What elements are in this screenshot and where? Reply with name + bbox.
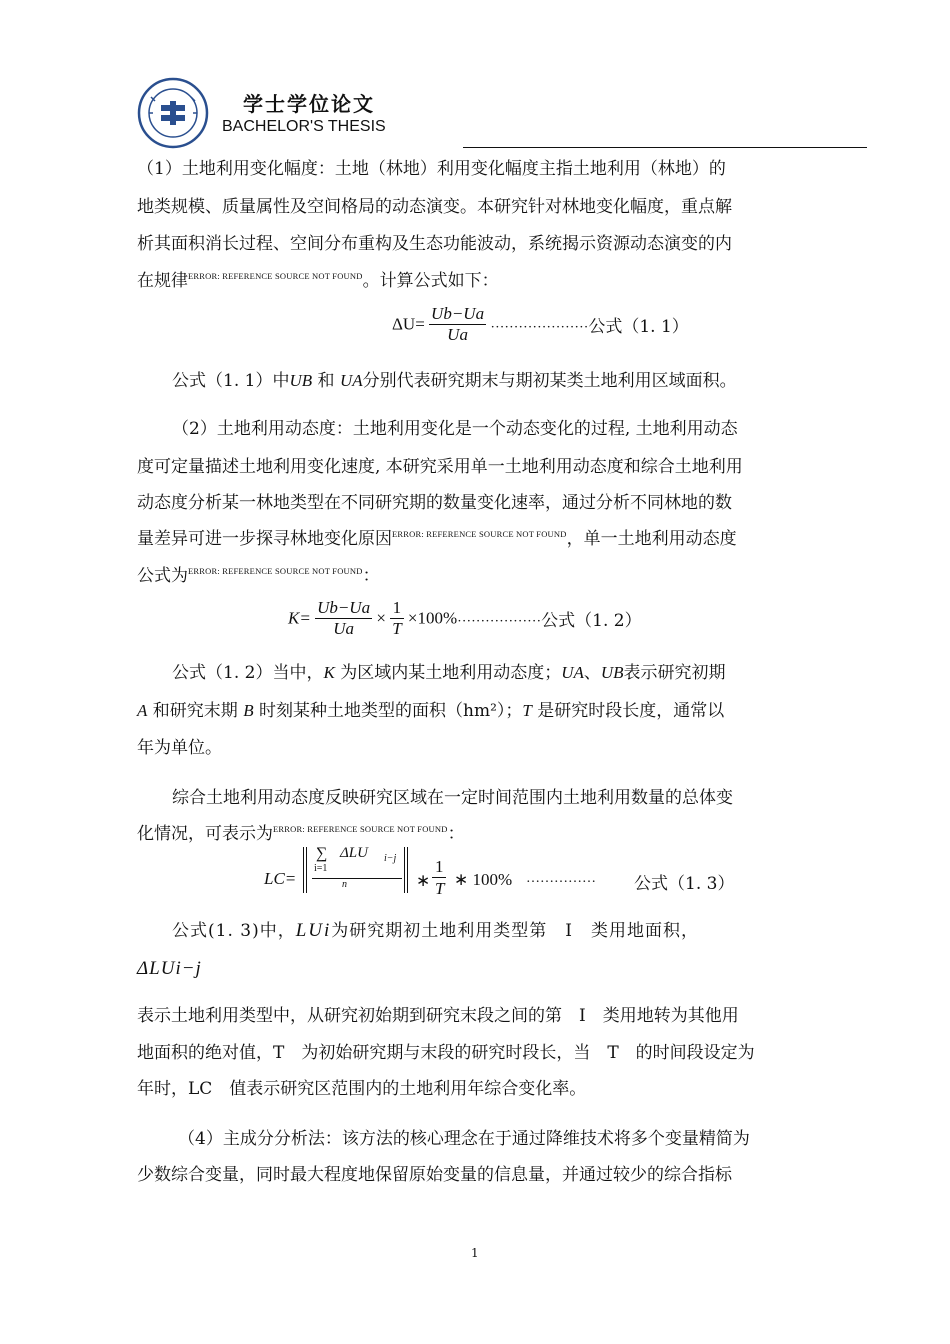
- p4-text-d: 和研究末期: [147, 701, 244, 721]
- p3-line2: 度可定量描述土地利用变化速度, 本研究采用单一土地利用动态度和综合土地利用: [137, 457, 743, 477]
- page-number: 1: [471, 1246, 479, 1260]
- abs-bar-left: [303, 847, 304, 893]
- f3-star: ∗: [416, 871, 431, 890]
- p6-line5: 年时，LC 值表示研究区范围内的土地利用年综合变化率。: [137, 1079, 587, 1099]
- p4-text-b: 为区域内某土地利用动态度；: [334, 663, 562, 683]
- var-a: A: [137, 701, 148, 720]
- f2-lhs: K=: [288, 608, 311, 628]
- p2-text-c: 分别代表研究期末与期初某类土地利用区域面积。: [362, 371, 737, 391]
- p6-text-a: 公式(1. 3)中，: [172, 921, 296, 941]
- var-lui: LUi: [295, 920, 332, 941]
- f3-fraction-bar-2: [432, 877, 446, 878]
- p7-line2: 少数综合变量，同时最大程度地保留原始变量的信息量，并通过较少的综合指标: [137, 1165, 732, 1185]
- p4-text-f: 是研究时段长度，通常以: [531, 701, 725, 721]
- p5-text-a: 化情况，可表示为: [137, 824, 273, 844]
- ref-error: ERROR: REFERENCE SOURCE NOT FOUND: [188, 271, 363, 281]
- f3-sub: i−j: [384, 853, 397, 864]
- abs-bar-right-2: [407, 847, 408, 893]
- f3-den2: T: [435, 879, 445, 898]
- p2-text-b: 和: [312, 371, 340, 391]
- f1-numerator: Ub−Ua: [431, 304, 485, 323]
- p1-text: 在规律: [137, 271, 188, 291]
- var-b: B: [243, 701, 254, 720]
- f3-den: n: [342, 879, 347, 890]
- p1-line4: [137, 270, 499, 294]
- p4-text-c: 表示研究初期: [623, 663, 726, 683]
- p3-line1: （2）土地利用动态度：土地利用变化是一个动态变化的过程, 土地利用动态: [172, 419, 738, 439]
- p1-line3: 析其面积消长过程、空间分布重构及生态功能波动，系统揭示资源动态演变的内: [137, 234, 732, 254]
- p3-text-b: ，单一土地利用动态度: [566, 529, 737, 549]
- abs-bar-left-2: [306, 847, 307, 893]
- f3-lhs: LC=: [264, 869, 297, 888]
- f1-lhs: ΔU=: [392, 314, 425, 334]
- f3-delta: ΔLU: [340, 845, 368, 861]
- p4-sep: 、: [583, 663, 601, 683]
- f2-denominator: Ua: [333, 619, 354, 638]
- abs-bar-right: [404, 847, 405, 893]
- f3-fraction-bar: [312, 878, 402, 879]
- p6-text-b: 为研究期初土地利用类型第 I 类用地面积，: [331, 921, 700, 941]
- f2-rest: ×100%: [407, 608, 458, 628]
- p1-line1: （1）土地利用变化幅度：土地（林地）利用变化幅度主指土地利用（林地）的: [137, 159, 726, 179]
- f2-dots: ………………: [457, 610, 542, 626]
- formula-1-3: [264, 843, 744, 898]
- f1-label: 公式（1. 1）: [588, 317, 689, 337]
- p3-text-c: 公式为: [137, 566, 188, 586]
- f3-sum: ∑: [316, 845, 328, 862]
- p6-line3: 表示土地利用类型中，从研究初始期到研究末段之间的第 I 类用地转为其他用: [137, 1006, 739, 1026]
- p1-line2: 地类规模、质量属性及空间格局的动态演变。本研究针对林地变化幅度，重点解: [137, 197, 732, 217]
- var-ua: UA: [561, 663, 584, 682]
- p3-line5: [137, 565, 380, 589]
- f3-rest: ∗ 100%: [454, 870, 513, 889]
- f3-label: 公式（1. 3）: [634, 874, 735, 894]
- p3-text-a: 量差异可进一步探寻林地变化原因: [137, 529, 392, 549]
- p5-line1: 综合土地利用动态度反映研究区域在一定时间范围内土地利用数量的总体变: [172, 788, 733, 808]
- f2-fraction-2: [390, 598, 403, 639]
- f2-fraction: [315, 598, 372, 639]
- p2-line1: [172, 370, 737, 392]
- f1-fraction: [429, 304, 486, 345]
- var-ub: UB: [289, 371, 313, 390]
- formula-1-1: [392, 304, 689, 345]
- header-divider: [463, 147, 867, 148]
- p7-line1: （4）主成分分析法：该方法的核心理念在于通过降维技术将多个变量精简为: [178, 1129, 750, 1149]
- p4-line3: 年为单位。: [137, 738, 222, 758]
- p6-line2: ΔLUi−j: [137, 958, 202, 979]
- var-k: K: [323, 663, 335, 682]
- p4-text-a: 公式（1. 2）当中，: [172, 663, 324, 683]
- p2-text-a: 公式（1. 1）中: [172, 371, 290, 391]
- var-ub: UB: [600, 663, 624, 682]
- p4-line2: [137, 700, 724, 722]
- ref-error: ERROR: REFERENCE SOURCE NOT FOUND: [188, 566, 363, 576]
- f2-numerator: Ub−Ua: [317, 598, 371, 617]
- f2-times: ×: [376, 608, 386, 628]
- p1-text-end: 。计算公式如下：: [362, 271, 499, 291]
- f2-denominator-2: T: [392, 619, 402, 638]
- p5-text-b: ：: [447, 824, 465, 844]
- p3-line4: [137, 528, 737, 552]
- ref-error: ERROR: REFERENCE SOURCE NOT FOUND: [273, 824, 448, 834]
- p4-text-e: 时刻某种土地类型的面积（hm²）；: [253, 701, 523, 721]
- var-t: T: [522, 701, 532, 720]
- f3-num2: 1: [435, 857, 444, 876]
- f2-label: 公式（1. 2）: [541, 611, 642, 631]
- f1-denominator: Ua: [447, 325, 468, 344]
- university-seal: [137, 77, 209, 149]
- ref-error: ERROR: REFERENCE SOURCE NOT FOUND: [392, 529, 567, 539]
- p3-text-d: ：: [362, 566, 380, 586]
- p6-line1: [172, 920, 699, 942]
- f3-sum-sub: i=1: [314, 863, 328, 874]
- p4-line1: [172, 662, 726, 684]
- p6-line4: 地面积的绝对值，T 为初始研究期与末段的研究时段长，当 T 的时间段设定为: [137, 1043, 755, 1063]
- p3-line3: 动态度分析某一林地类型在不同研究期的数量变化速率，通过分析不同林地的数: [137, 493, 732, 513]
- f1-dots: …………………: [490, 316, 589, 332]
- f3-dots: ……………: [526, 871, 596, 886]
- thesis-title-cn: 学士学位论文: [243, 92, 375, 116]
- var-ua: UA: [339, 371, 363, 390]
- formula-1-2: [288, 598, 642, 639]
- f2-numerator-2: 1: [390, 598, 403, 619]
- thesis-title-en: BACHELOR'S THESIS: [222, 118, 386, 135]
